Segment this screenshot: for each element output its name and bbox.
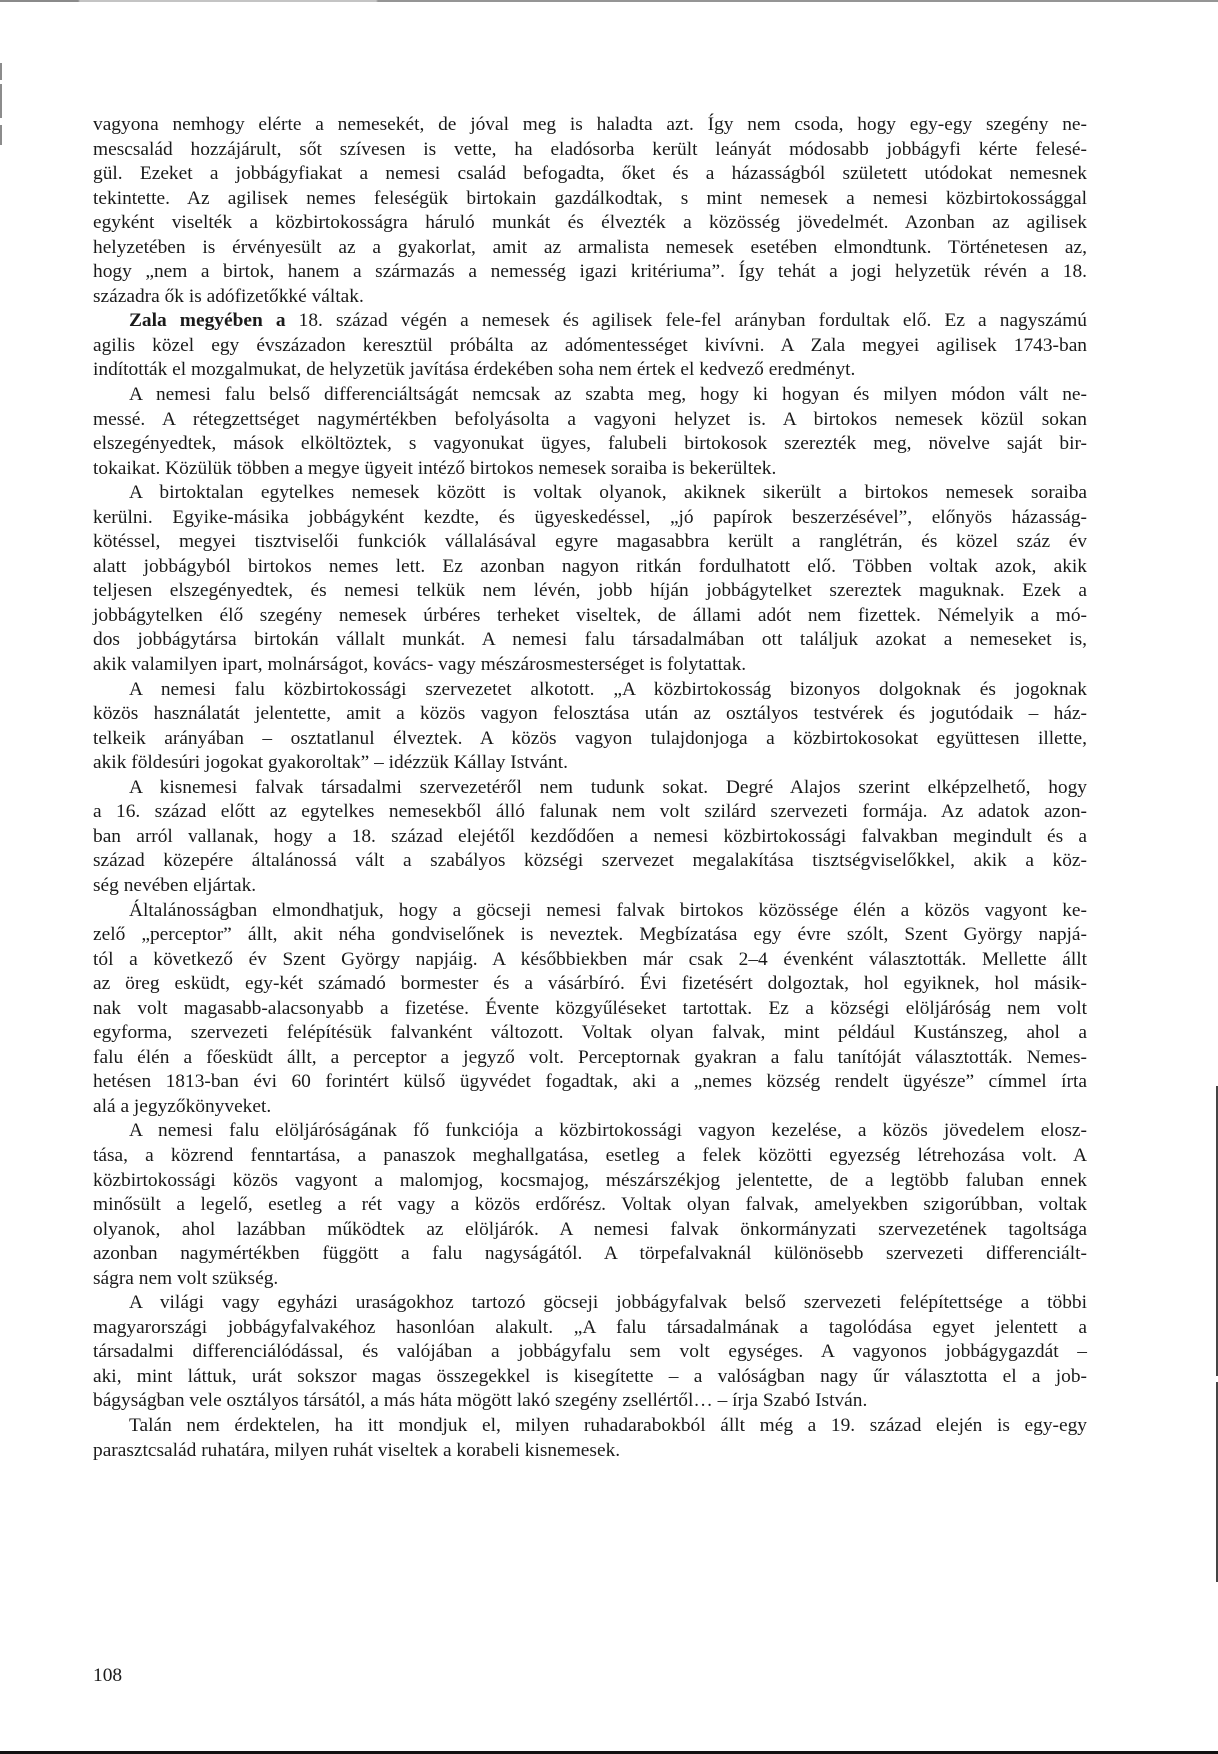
text-line: alá a jegyzőkönyveket.: [93, 1095, 272, 1117]
text-line: az öreg esküdt, egy-két számadó bormester és a vásárbíró. Évi fizetésért dolgoztak, hol egyiknek, hol másik-: [93, 973, 1087, 995]
paragraph: [93, 481, 1087, 677]
text-line: egyforma, szervezeti felépítésük falvanként változott. Voltak olyan falvak, mint például Kustánszeg, ahol a: [93, 1022, 1087, 1044]
paragraph: [93, 1414, 1087, 1463]
text-line: egyként viselték a közbirtokosságra háruló munkát és élvezték a közösség jövedelmét. Azonban az agilisek: [93, 212, 1087, 234]
text-line: A világi vagy egyházi uraságokhoz tartozó göcseji jobbágyfalvak belső szervezeti felépítettsége a többi: [129, 1292, 1087, 1314]
text-line: falu élén a főesküdt állt, a perceptor a jegyző volt. Perceptornak gyakran a falu tanítóját választották. Nemes-: [93, 1046, 1087, 1068]
bold-lead: Zala megyében a: [129, 310, 299, 332]
text-line: akik földesúri jogokat gyakoroltak” – idézzük Kállay Istvánt.: [93, 752, 568, 774]
text-line: aki, mint láttuk, urát sokszor magas összegekkel is kisegítette – a valóságban nagy űr választotta el a job-: [93, 1365, 1087, 1387]
text-line: kerülni. Egyike-másika jobbágyként kezdte, és ügyeskedéssel, „jó papírok beszerzésével”, előnyös házasság-: [93, 506, 1087, 528]
text-line: század közepére általánossá vált a szabályos községi szervezet megalakítása tisztségviselőkkel, akik a köz-: [93, 850, 1087, 872]
text-line: tokaikat. Közülük többen a megye ügyeit intéző birtokos nemesek soraiba is bekerültek.: [93, 457, 777, 479]
text-line: [93, 309, 1087, 334]
text-line: akik valamilyen ipart, molnárságot, kovács- vagy mészárosmesterséget is folytattak.: [93, 654, 747, 676]
text-line: tól a következő év Szent György napjáig. A későbbiekben már csak 2–4 évenként választották. Mellette állt: [93, 948, 1087, 970]
text-line: a 16. század előtt az egytelkes nemesekből álló falunak nem volt szilárd szervezeti formája. Az adatok azon-: [93, 801, 1087, 823]
scan-edge-left-mark: [0, 63, 2, 80]
text-line: telkeik arányában – osztatlanul élveztek. A közös vagyon tulajdonjoga a közbirtokosokat együttesen illette,: [93, 727, 1087, 749]
text-line: A kisnemesi falvak társadalmi szervezetéről nem tudunk sokat. Degré Alajos szerint elképzelhető, hogy: [129, 776, 1087, 798]
text-line: közös használatát jelentette, amit a közös vagyon felosztása után az osztályos testvérek és jogutódaik – ház-: [93, 703, 1087, 725]
paragraph: [93, 113, 1087, 309]
paragraph: [93, 899, 1087, 1120]
text-line: kötéssel, megyei tisztviselői funkciók vállalásával egyre magasabbra került a ranglétrán, és közel száz év: [93, 531, 1087, 553]
text-line: magyarországi jobbágyfalvakéhoz hasonlóan alakult. „A falu társadalmának a tagolódása egyet jelentett a: [93, 1316, 1087, 1338]
text-line: társadalmi differenciálódással, és valójában a jobbágyfalu sem volt egységes. A vagyonos jobbágygazdát –: [93, 1341, 1087, 1363]
scan-edge-left-mark: [0, 125, 2, 145]
text-line: A nemesi falu elöljáróságának fő funkciója a közbirtokossági vagyon kezelése, a közös jövedelem elosz-: [129, 1120, 1087, 1142]
text-line: közbirtokossági közös vagyont a malomjog, kocsmajog, mészárszékjog jelentette, de a legtöbb faluban ennek: [93, 1169, 1087, 1191]
text-line: azonban nagymértékben függött a falu nagyságától. A törpefalvaknál különösebb szervezeti differenciált-: [93, 1243, 1087, 1265]
text-line: messé. A rétegzettséget nagymértékben befolyásolta a vagyoni helyzet is. A birtokos nemesek közül sokan: [93, 408, 1087, 430]
text-line: vagyona nemhogy elérte a nemesekét, de jóval meg is haladta azt. Így nem csoda, hogy egy-egy szegény ne-: [93, 114, 1087, 135]
scan-edge-left-mark: [0, 84, 2, 118]
text-line: elszegényedtek, mások elköltöztek, s vagyonukat ügyes, falubeli birtokosok szerezték meg, növelve saját bir-: [93, 433, 1087, 455]
text-line: A nemesi falu belső differenciáltságát nemcsak az szabta meg, hogy ki hogyan és milyen módon vált ne-: [129, 384, 1087, 406]
text-line: hogy „nem a birtok, hanem a származás a nemesség igazi kritériuma”. Így tehát a jogi helyzetük révén a 18.: [93, 261, 1087, 283]
text-line: Általánosságban elmondhatjuk, hogy a göcseji nemesi falvak birtokos közössége élén a közös vagyont ke-: [129, 899, 1087, 921]
text-line: zelő „perceptor” állt, akit néha gondviselőnek is neveztek. Megbízatása egy évre szólt, Szent György napjá-: [93, 924, 1087, 946]
text-line: ban arról vallanak, hogy a 18. század elejétől kezdődően a nemesi közbirtokossági falvakban megindult és a: [93, 825, 1087, 847]
paragraph: [93, 678, 1087, 776]
text-line: helyzetében is érvényesült az a gyakorlat, amit az armalista nemesek esetében elmondtunk. Történetesen az,: [93, 236, 1087, 258]
text-line: tekintette. Az agilisek nemes feleségük birtokain gazdálkodtak, s mint nemesek a nemesi közbirtokossággal: [93, 187, 1087, 209]
text-line: tása, a közrend fenntartása, a panaszok meghallgatása, esetleg a felek közötti egyezség létrehozása volt. A: [93, 1144, 1087, 1166]
text-segment: 18. század végén a nemesek és agilisek fele-fel arányban fordultak elő. Ez a nagyszámú: [298, 310, 1087, 332]
text-line: indították el mozgalmukat, de helyzetük javítása érdekében soha nem értek el kedvező eredményt.: [93, 359, 856, 381]
text-line: Talán nem érdektelen, ha itt mondjuk el, milyen ruhadarabokból állt még a 19. század elején is egy-egy: [129, 1414, 1087, 1436]
paragraph: [93, 383, 1087, 481]
text-line: minősült a legelő, esetleg a rét vagy a közös erdőrész. Voltak olyan falvak, amelyekben szigorúbban, voltak: [93, 1194, 1087, 1216]
text-line: mescsalád hozzájárult, sőt szívesen is vette, ha eladósorba került leányát módosabb jobbágyfi kérte felesé-: [93, 138, 1087, 160]
paragraph: [93, 309, 1087, 383]
page-number: 108: [93, 1665, 123, 1686]
text-line: ságra nem volt szükség.: [93, 1267, 279, 1289]
page-body: [93, 113, 1087, 1463]
text-line: alatt jobbágyból birtokos nemes lett. Ez azonban nagyon ritkán fordulhatott elő. Többen voltak azok, akik: [93, 555, 1087, 577]
text-line: parasztcsalád ruhatára, milyen ruhát viseltek a korabeli kisnemesek.: [93, 1439, 621, 1461]
scan-edge-top: [0, 0, 1218, 2]
paragraph: [93, 776, 1087, 899]
text-line: gül. Ezeket a jobbágyfiakat a nemesi család befogadta, őket és a házasságból született utódokat nemesnek: [93, 163, 1087, 185]
paragraph: [93, 1119, 1087, 1291]
text-line: dos jobbágytársa birtokán vállalt munkát. A nemesi falu társadalmában ott találjuk azokat a nemeseket is,: [93, 629, 1087, 651]
text-line: bágyságban vele osztályos társától, a más háta mögött lakó szegény zsellértől… – írja Szabó István.: [93, 1390, 868, 1412]
text-line: nak volt magasabb-alacsonyabb a fizetése. Évente közgyűléseket tartottak. Ez a községi elöljáróság nem volt: [93, 997, 1087, 1019]
text-line: agilis közel egy évszázadon keresztül próbálta az adómentességet kivívni. A Zala megyei agilisek 1743-ban: [93, 334, 1087, 356]
text-line: olyanok, ahol lazábban működtek az elöljárók. A nemesi falvak önkormányzati szervezetének tagoltsága: [93, 1218, 1087, 1240]
text-line: A nemesi falu közbirtokossági szervezetet alkotott. „A közbirtokosság bizonyos dolgoknak és jogoknak: [129, 678, 1087, 700]
text-line: teljesen elszegényedtek, és nemesi telkük nem lévén, jobb híján jobbágytelket szereztek maguknak. Ezek a: [93, 580, 1087, 602]
text-line: A birtoktalan egytelkes nemesek között is voltak olyanok, akiknek sikerült a birtokos nemesek soraiba: [129, 482, 1087, 504]
text-line: ség nevében eljártak.: [93, 874, 257, 896]
text-line: századra ők is adófizetőkké váltak.: [93, 285, 364, 307]
text-line: jobbágytelken élő szegény nemesek úrbéres terheket viseltek, de állami adót nem fizettek. Némelyik a mó-: [93, 604, 1087, 626]
text-line: hetésen 1813-ban évi 60 forintért külső ügyvédet fogadtak, aki a „nemes község rendelt ügyésze” címmel írta: [93, 1071, 1087, 1093]
paragraph: [93, 1291, 1087, 1414]
